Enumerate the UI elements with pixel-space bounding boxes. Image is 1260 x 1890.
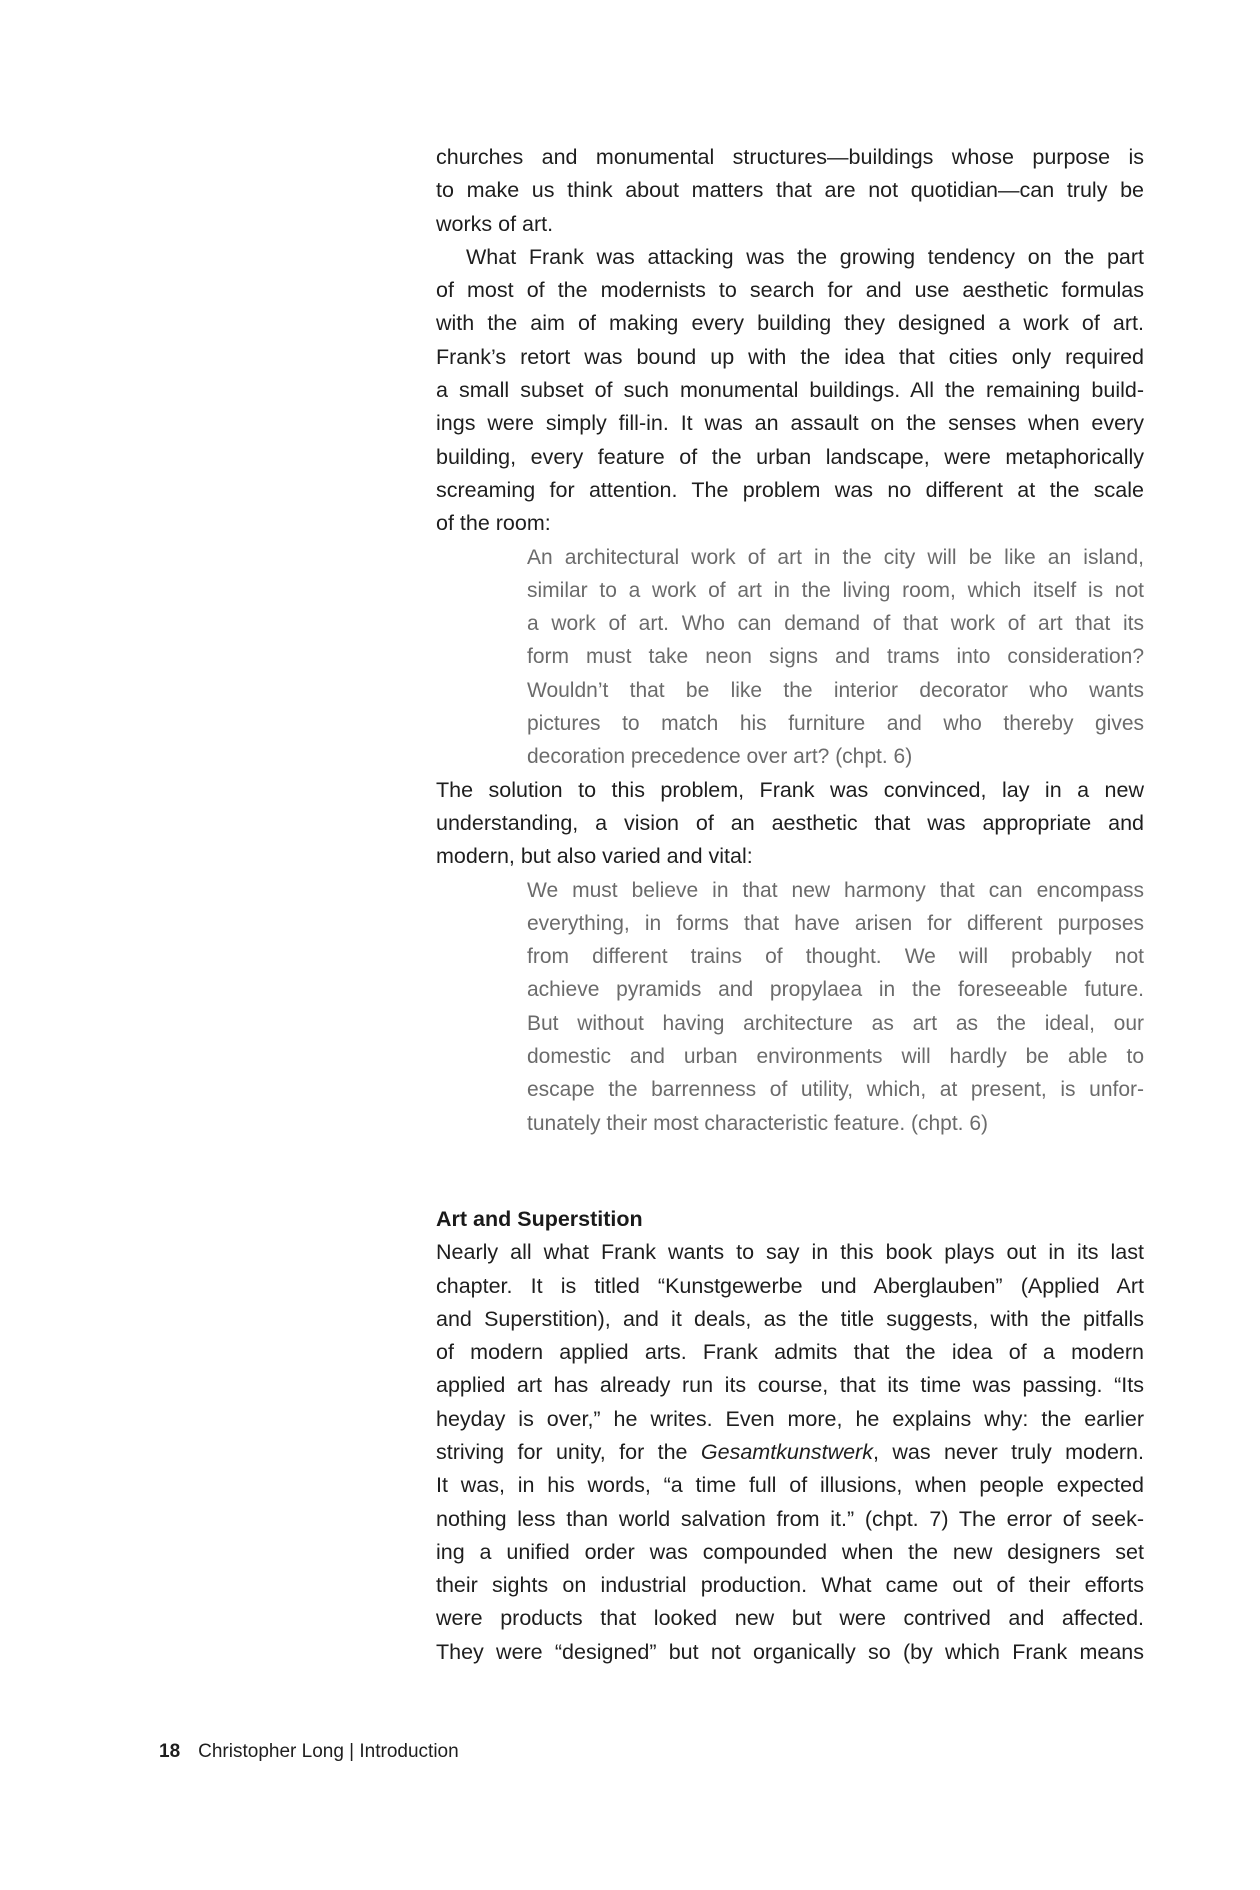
- paragraph-solution: [436, 774, 1144, 874]
- quote-line: escape the barrenness of utility, which, at present, is unfor-: [527, 1078, 1144, 1102]
- text-line: nothing less than world salvation from it.” (chpt. 7) The error of seek-: [436, 1506, 1144, 1531]
- text-line: applied art has already run its course, that its time was passing. “Its: [436, 1373, 1144, 1398]
- running-head: Christopher Long | Introduction: [198, 1741, 459, 1762]
- quote-line: An architectural work of art in the city will be like an island,: [527, 545, 1144, 569]
- quote-line: achieve pyramids and propylaea in the foreseeable future.: [527, 978, 1144, 1002]
- text-line: works of art.: [436, 211, 554, 236]
- text-line: modern, but also varied and vital:: [436, 844, 753, 869]
- quote-line: Wouldn’t that be like the interior decorator who wants: [527, 678, 1144, 702]
- text-line: It was, in his words, “a time full of illusions, when people expected: [436, 1473, 1144, 1498]
- text-span: striving for unity, for the: [436, 1439, 701, 1464]
- text-line: ings were simply fill-in. It was an assault on the senses when every: [436, 411, 1144, 436]
- paragraph-art-and-superstition: [436, 1236, 1144, 1669]
- text-line: What Frank was attacking was the growing tendency on the part: [466, 244, 1144, 269]
- text-line: They were “designed” but not organically so (by which Frank means: [436, 1639, 1144, 1664]
- section-heading: Art and Superstition: [436, 1206, 643, 1231]
- text-line: chapter. It is titled “Kunstgewerbe und Aberglauben” (Applied Art: [436, 1273, 1144, 1298]
- quote-line: similar to a work of art in the living room, which itself is not: [527, 578, 1144, 602]
- block-quote-1: [527, 541, 1144, 774]
- text-line: Nearly all what Frank wants to say in this book plays out in its last: [436, 1240, 1144, 1265]
- section-spacer: [436, 1140, 1144, 1203]
- quote-line: domestic and urban environments will hardly be able to: [527, 1045, 1144, 1069]
- text-line: and Superstition), and it deals, as the title suggests, with the pitfalls: [436, 1306, 1144, 1331]
- text-line: Frank’s retort was bound up with the idea that cities only required: [436, 344, 1144, 369]
- text-line: building, every feature of the urban landscape, were metaphorically: [436, 444, 1144, 469]
- quote-line: from different trains of thought. We will probably not: [527, 945, 1144, 969]
- quote-line: But without having architecture as art as the ideal, our: [527, 1011, 1144, 1035]
- text-line: with the aim of making every building they designed a work of art.: [436, 311, 1144, 336]
- text-line: heyday is over,” he writes. Even more, he explains why: the earlier: [436, 1406, 1144, 1431]
- paragraph-continuation: [436, 141, 1144, 241]
- text-line: The solution to this problem, Frank was convinced, lay in a new: [436, 777, 1144, 802]
- text-line-with-italic: [436, 1436, 1144, 1469]
- text-line: were products that looked new but were contrived and affected.: [436, 1606, 1144, 1631]
- paragraph-frank-attacking: [436, 241, 1144, 541]
- main-text-block: [436, 141, 1144, 1669]
- quote-line: a work of art. Who can demand of that work of art that its: [527, 612, 1144, 636]
- text-line: understanding, a vision of an aesthetic that was appropriate and: [436, 810, 1144, 835]
- text-line: of modern applied arts. Frank admits that the idea of a modern: [436, 1340, 1144, 1365]
- quote-line: tunately their most characteristic feature. (chpt. 6): [527, 1111, 989, 1135]
- page-footer: [159, 1740, 459, 1764]
- quote-line: We must believe in that new harmony that can encompass: [527, 878, 1144, 902]
- block-quote-2: [527, 874, 1144, 1140]
- text-span: , was never truly modern.: [872, 1439, 1144, 1464]
- text-line: churches and monumental structures—buildings whose purpose is: [436, 145, 1144, 169]
- quote-line: pictures to match his furniture and who thereby gives: [527, 712, 1144, 736]
- text-line: to make us think about matters that are not quotidian—can truly be: [436, 178, 1144, 203]
- page-number: 18: [159, 1741, 181, 1762]
- text-line: their sights on industrial production. What came out of their efforts: [436, 1573, 1144, 1598]
- text-line: of most of the modernists to search for and use aesthetic formulas: [436, 278, 1144, 303]
- quote-line: decoration precedence over art? (chpt. 6): [527, 745, 913, 769]
- quote-line: form must take neon signs and trams into consideration?: [527, 645, 1144, 669]
- text-line: of the room:: [436, 511, 551, 536]
- text-line: screaming for attention. The problem was no different at the scale: [436, 477, 1144, 502]
- quote-line: everything, in forms that have arisen for different purposes: [527, 911, 1144, 935]
- text-line: ing a unified order was compounded when the new designers set: [436, 1539, 1144, 1564]
- text-line: a small subset of such monumental buildings. All the remaining build-: [436, 378, 1144, 403]
- italic-term: Gesamtkunstwerk: [700, 1439, 873, 1464]
